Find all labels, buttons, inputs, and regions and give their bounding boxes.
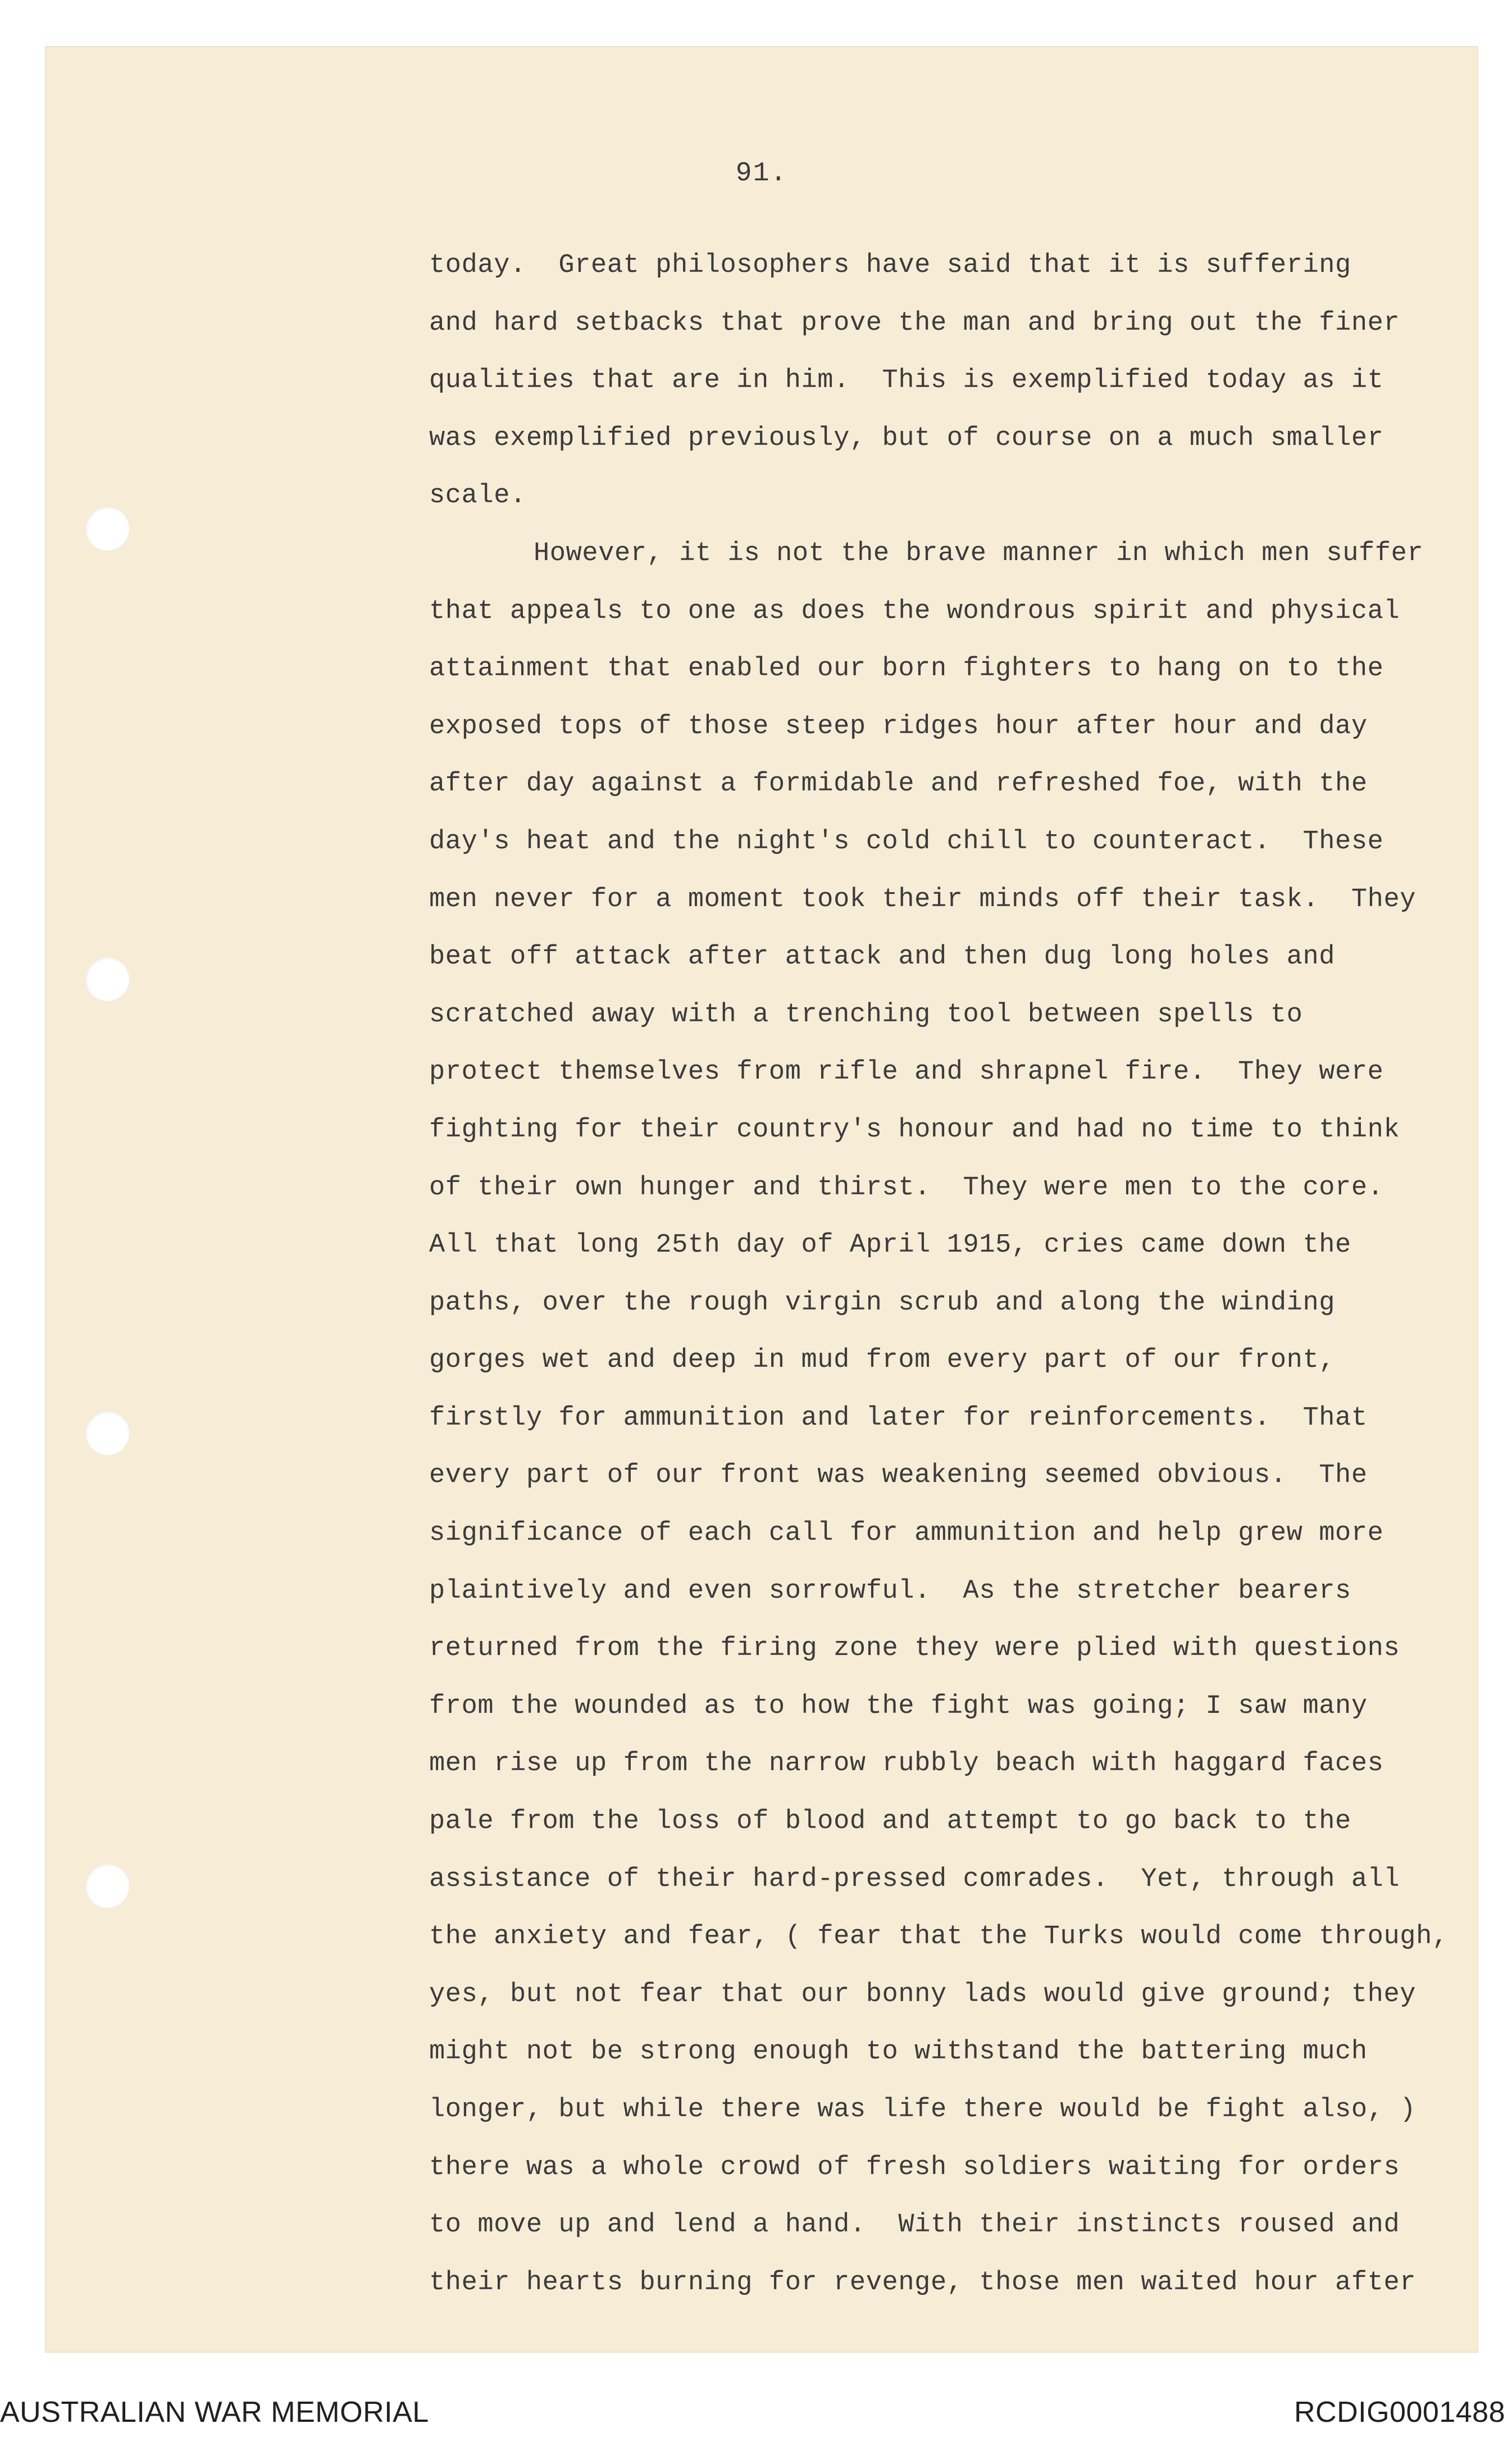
page-number: 91.	[735, 158, 788, 189]
text-line: gorges wet and deep in mud from every part of our front,	[429, 1345, 1336, 1376]
text-line: fighting for their country's honour and had no time to think	[429, 1115, 1400, 1145]
archive-footer	[0, 2375, 1512, 2437]
text-line: firstly for ammunition and later for reinforcements. That	[429, 1403, 1368, 1433]
punch-hole	[85, 1864, 129, 1908]
text-line: of their own hunger and thirst. They were men to the core.	[429, 1172, 1384, 1203]
text-line: returned from the firing zone they were plied with questions	[429, 1634, 1400, 1664]
text-line: every part of our front was weakening seemed obvious. The	[429, 1461, 1368, 1491]
text-line: men never for a moment took their minds off their task. They	[429, 884, 1417, 915]
text-line: beat off attack after attack and then dug long holes and	[429, 942, 1336, 972]
text-line: their hearts burning for revenge, those men waited hour after	[429, 2267, 1417, 2298]
text-line: assistance of their hard-pressed comrades. Yet, through all	[429, 1864, 1400, 1894]
document-page	[45, 46, 1478, 2353]
punch-hole	[85, 507, 129, 551]
text-line: significance of each call for ammunition and help grew more	[429, 1518, 1384, 1549]
text-line: day's heat and the night's cold chill to counteract. These	[429, 826, 1384, 857]
text-line: paths, over the rough virgin scrub and along the winding	[429, 1288, 1336, 1318]
punch-hole	[85, 1411, 129, 1455]
text-line: from the wounded as to how the fight was going; I saw many	[429, 1691, 1368, 1721]
text-line: All that long 25th day of April 1915, cries came down the	[429, 1230, 1351, 1261]
typed-text-body	[429, 237, 1512, 2312]
text-line: protect themselves from rifle and shrapnel fire. They were	[429, 1057, 1384, 1088]
text-line: after day against a formidable and refreshed foe, with the	[429, 769, 1368, 799]
text-line: yes, but not fear that our bonny lads would give ground; they	[429, 1979, 1417, 2009]
text-line: exposed tops of those steep ridges hour after hour and day	[429, 711, 1368, 742]
text-line-paragraph-start: However, it is not the brave manner in which men suffer	[534, 538, 1424, 569]
text-line: there was a whole crowd of fresh soldiers waiting for orders	[429, 2152, 1400, 2183]
text-line: men rise up from the narrow rubbly beach with haggard faces	[429, 1749, 1384, 1779]
text-line: scale.	[429, 481, 526, 511]
text-line: to move up and lend a hand. With their instincts roused and	[429, 2210, 1400, 2240]
text-line: the anxiety and fear, ( fear that the Turks would come through,	[429, 1922, 1449, 1952]
text-line: and hard setbacks that prove the man and bring out the finer	[429, 308, 1400, 338]
text-line: qualities that are in him. This is exemplified today as it	[429, 366, 1384, 396]
text-line: attainment that enabled our born fighters to hang on to the	[429, 654, 1384, 684]
text-line: was exemplified previously, but of course on a much smaller	[429, 423, 1384, 453]
text-line: scratched away with a trenching tool between spells to	[429, 999, 1303, 1030]
punch-hole	[85, 957, 129, 1001]
institution-label: AUSTRALIAN WAR MEMORIAL	[0, 2396, 429, 2429]
text-line: that appeals to one as does the wondrous spirit and physical	[429, 596, 1400, 626]
text-line: plaintively and even sorrowful. As the stretcher bearers	[429, 1576, 1351, 1606]
text-line: might not be strong enough to withstand the battering much	[429, 2037, 1368, 2067]
reference-code: RCDIG0001488	[1294, 2396, 1505, 2429]
text-line: longer, but while there was life there would be fight also, )	[429, 2095, 1417, 2125]
text-line: today. Great philosophers have said that it is suffering	[429, 251, 1351, 280]
text-line: pale from the loss of blood and attempt to go back to the	[429, 1807, 1351, 1837]
